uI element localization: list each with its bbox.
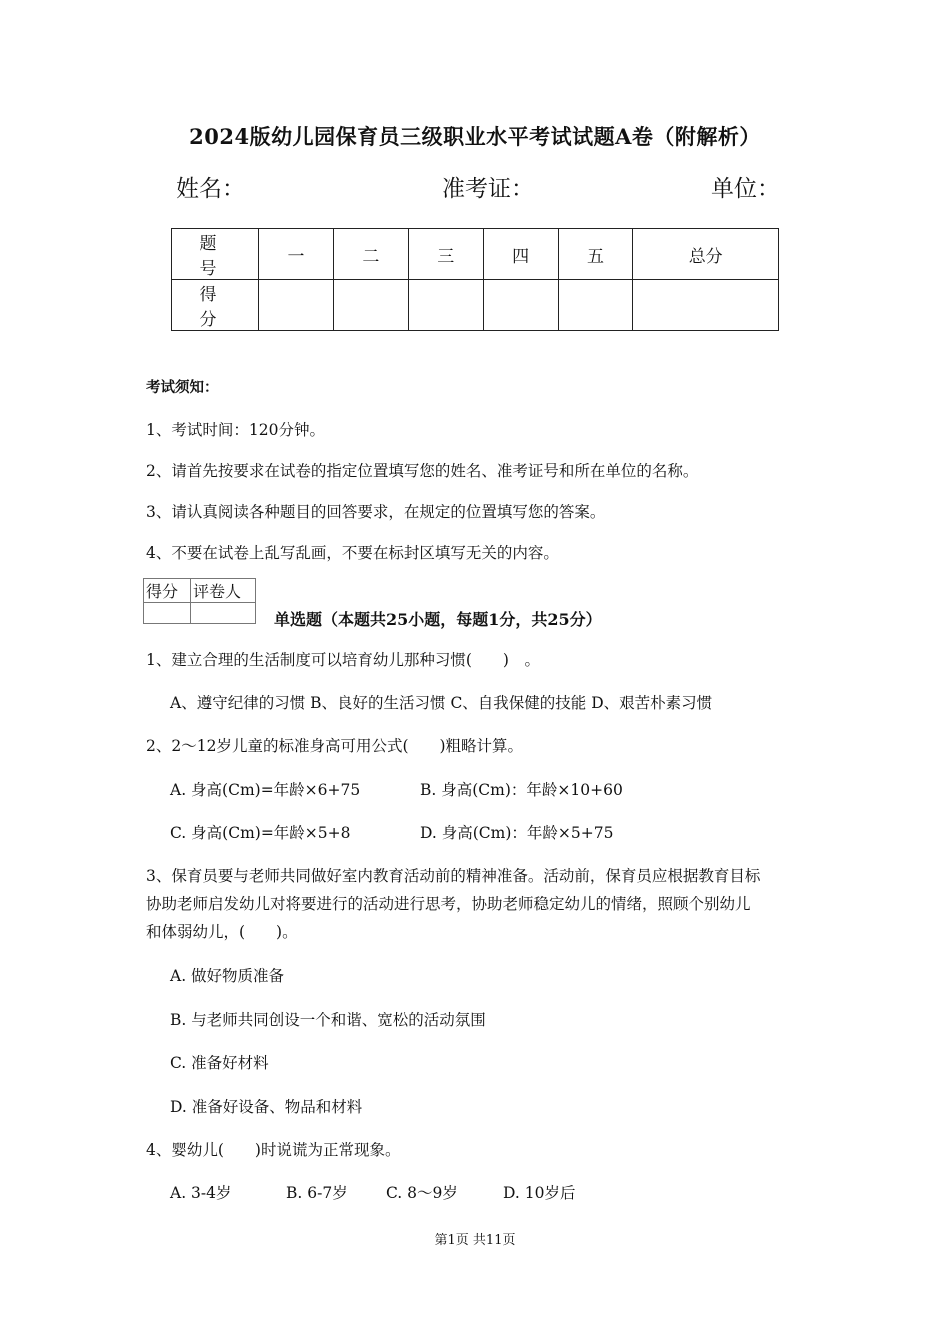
question-1-options: A、遵守纪律的习惯 B、良好的生活习惯 C、自我保健的技能 D、艰苦朴素习惯: [170, 694, 713, 712]
grader-reviewer-label: 评卷人: [191, 579, 256, 603]
question-4-option-d: D. 10岁后: [503, 1184, 576, 1202]
question-3-option-d: D. 准备好设备、物品和材料: [170, 1098, 363, 1116]
question-2-stem: 2、2～12岁儿童的标准身高可用公式( )粗略计算。: [146, 737, 524, 755]
question-1-stem: 1、建立合理的生活制度可以培育幼儿那种习惯( ) 。: [146, 651, 540, 669]
notice-item: 4、不要在试卷上乱写乱画，不要在标封区填写无关的内容。: [146, 544, 559, 562]
question-4-option-a: A. 3-4岁: [170, 1184, 232, 1202]
question-2-option-d: D. 身高(Cm)：年龄×5+75: [420, 824, 614, 842]
score-input-cell[interactable]: [408, 280, 483, 331]
section-title: 单选题（本题共25小题，每题1分，共25分）: [274, 610, 602, 629]
question-3-stem-line: 和体弱幼儿，( )。: [146, 923, 298, 941]
grader-table: [143, 578, 256, 624]
question-2-option-b: B. 身高(Cm)：年龄×10+60: [420, 781, 623, 799]
score-table-cell: 二: [333, 229, 408, 280]
exam-id-field-label: 准考证：: [442, 176, 534, 202]
question-4-stem: 4、婴幼儿( )时说谎为正常现象。: [146, 1141, 401, 1159]
question-4-option-c: C. 8～9岁: [386, 1184, 458, 1202]
grader-reviewer-cell[interactable]: [191, 603, 256, 624]
page-title: 2024版幼儿园保育员三级职业水平考试试题A卷（附解析）: [189, 124, 761, 149]
score-input-cell[interactable]: [333, 280, 408, 331]
name-field-label: 姓名：: [176, 176, 245, 202]
question-2-option-c: C. 身高(Cm)=年龄×5+8: [170, 824, 351, 842]
question-4-option-b: B. 6-7岁: [286, 1184, 348, 1202]
question-3-option-c: C. 准备好材料: [170, 1054, 269, 1072]
page-footer: 第1页 共11页: [434, 1233, 516, 1248]
score-table-cell: 四: [483, 229, 558, 280]
question-3-option-a: A. 做好物质准备: [170, 967, 285, 985]
question-3-stem-line: 3、保育员要与老师共同做好室内教育活动前的精神准备。活动前，保育员应根据教育目标: [146, 867, 761, 885]
question-2-option-a: A. 身高(Cm)=年龄×6+75: [170, 781, 361, 799]
grader-score-label: 得分: [144, 579, 191, 603]
score-table-cell: 三: [408, 229, 483, 280]
notice-item: 1、考试时间：120分钟。: [146, 421, 325, 439]
score-table-score-row: [172, 280, 779, 331]
score-table-cell: 得 分: [172, 280, 259, 331]
unit-field-label: 单位：: [711, 176, 780, 202]
notice-item: 3、请认真阅读各种题目的回答要求，在规定的位置填写您的答案。: [146, 503, 606, 521]
score-input-cell[interactable]: [483, 280, 558, 331]
notice-item: 2、请首先按要求在试卷的指定位置填写您的姓名、准考证号和所在单位的名称。: [146, 462, 699, 480]
question-3-stem-line: 协助老师启发幼儿对将要进行的活动进行思考，协助老师稳定幼儿的情绪，照顾个别幼儿: [146, 895, 751, 913]
score-table-cell: 五: [558, 229, 633, 280]
score-table-cell: 题 号: [172, 229, 259, 280]
score-table: [171, 228, 779, 331]
score-table-header-row: [172, 229, 779, 280]
grader-score-cell[interactable]: [144, 603, 191, 624]
score-input-cell[interactable]: [558, 280, 633, 331]
score-table-cell: 总分: [633, 229, 779, 280]
score-table-cell: 一: [259, 229, 334, 280]
score-input-cell[interactable]: [633, 280, 779, 331]
score-input-cell[interactable]: [259, 280, 334, 331]
notice-heading: 考试须知：: [146, 379, 219, 396]
question-3-option-b: B. 与老师共同创设一个和谐、宽松的活动氛围: [170, 1011, 486, 1029]
